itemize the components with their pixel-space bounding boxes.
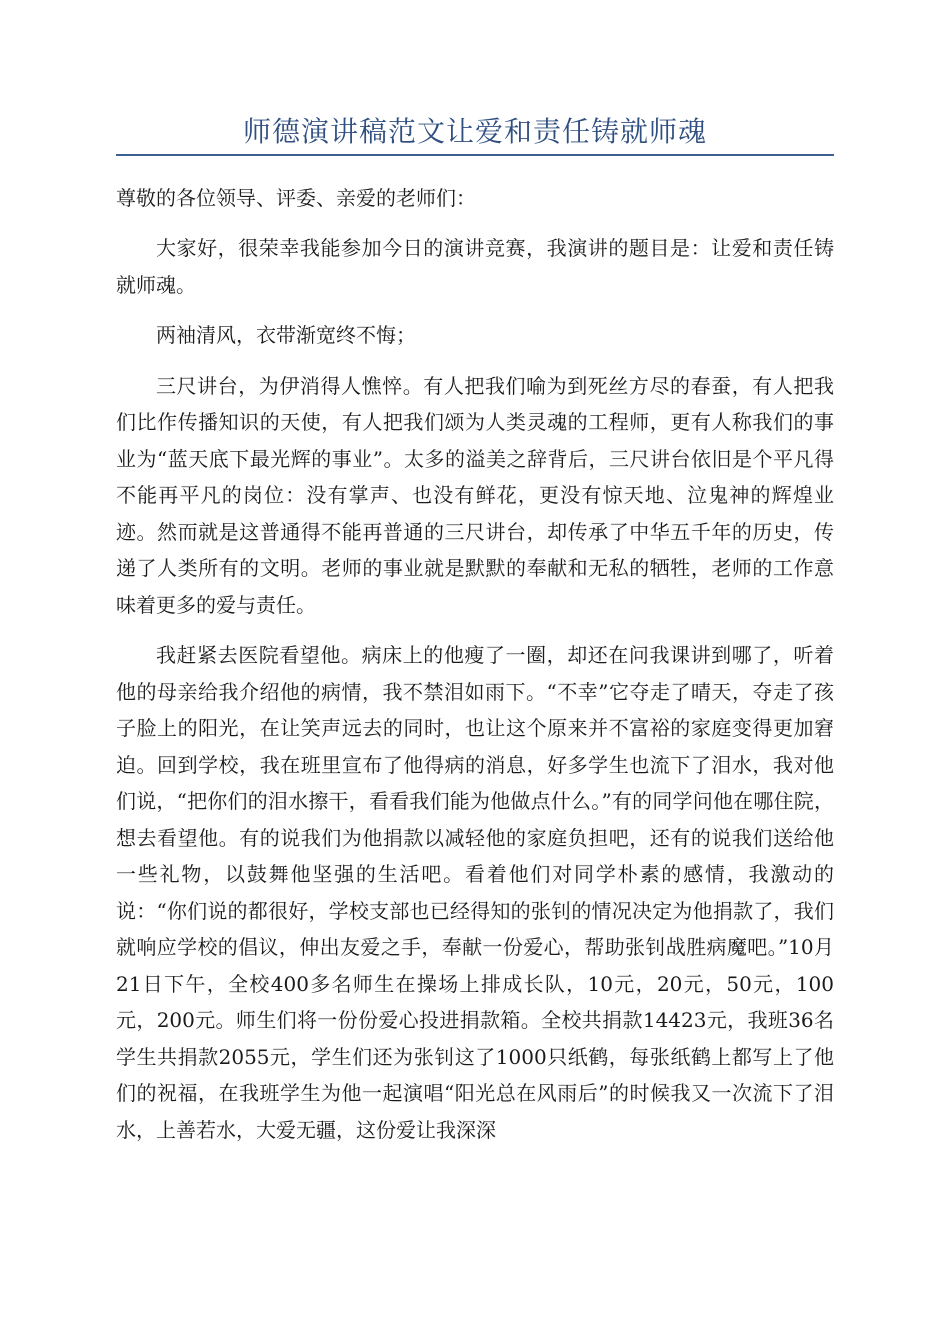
- paragraph-intro: 大家好，很荣幸我能参加今日的演讲竞赛，我演讲的题目是：让爱和责任铸就师魂。: [116, 236, 834, 297]
- document-page: [116, 112, 834, 1148]
- paragraph-verse-2: 三尺讲台，为伊消得人憔悴。有人把我们喻为到死丝方尽的春蚕，有人把我们比作传播知识的天使，有人把我们颂为人类灵魂的工程师，更有人称我们的事业为“蓝天底下最光辉的事业”。太多的溢美之辞背后，三尺讲台依旧是个平凡得不能再平凡的岗位：没有掌声、也没有鲜花，更没有惊天地、泣鬼神的辉煌业迹。然而就是这普通得不能再普通的三尺讲台，却传承了中华五千年的历史，传递了人类所有的文明。老师的事业就是默默的奉献和无私的牺牲，老师的工作意味着更多的爱与责任。: [116, 373, 834, 617]
- greeting-line: 尊敬的各位领导、评委、亲爱的老师们：: [116, 186, 476, 210]
- title-underline: [116, 154, 834, 156]
- document-title: 师德演讲稿范文让爱和责任铸就师魂: [242, 115, 707, 148]
- paragraph-verse-1: 两袖清风，衣带渐宽终不悔；: [156, 323, 416, 347]
- paragraph-story: 我赶紧去医院看望他。病床上的他瘦了一圈，却还在问我课讲到哪了，听着他的母亲给我介绍他的病情，我不禁泪如雨下。“不幸”它夺走了晴天，夺走了孩子脸上的阳光，在让笑声远去的同时，也让这个原来并不富裕的家庭变得更加窘迫。回到学校，我在班里宣布了他得病的消息，好多学生也流下了泪水，我对他们说，“把你们的泪水擦干，看看我们能为他做点什么。”有的同学问他在哪住院，想去看望他。有的说我们为他捐款以减轻他的家庭负担吧，还有的说我们送给他一些礼物，以鼓舞他坚强的生活吧。看着他们对同学朴素的感情，我激动的说：“你们说的都很好，学校支部也已经得知的张钊的情况决定为他捐款了，我们就响应学校的倡议，伸出友爱之手，奉献一份爱心，帮助张钊战胜病魔吧。”10月21日下午，全校400多名师生在操场上排成长队，10元，20元，50元，100元，200元。师生们将一份份爱心投进捐款箱。全校共捐款14423元，我班36名学生共捐款2055元，学生们还为张钊这了1000只纸鹤，每张纸鹤上都写上了他们的祝福，在我班学生为他一起演唱“阳光总在风雨后”的时候我又一次流下了泪水，上善若水，大爱无疆，这份爱让我深深: [116, 643, 834, 1142]
